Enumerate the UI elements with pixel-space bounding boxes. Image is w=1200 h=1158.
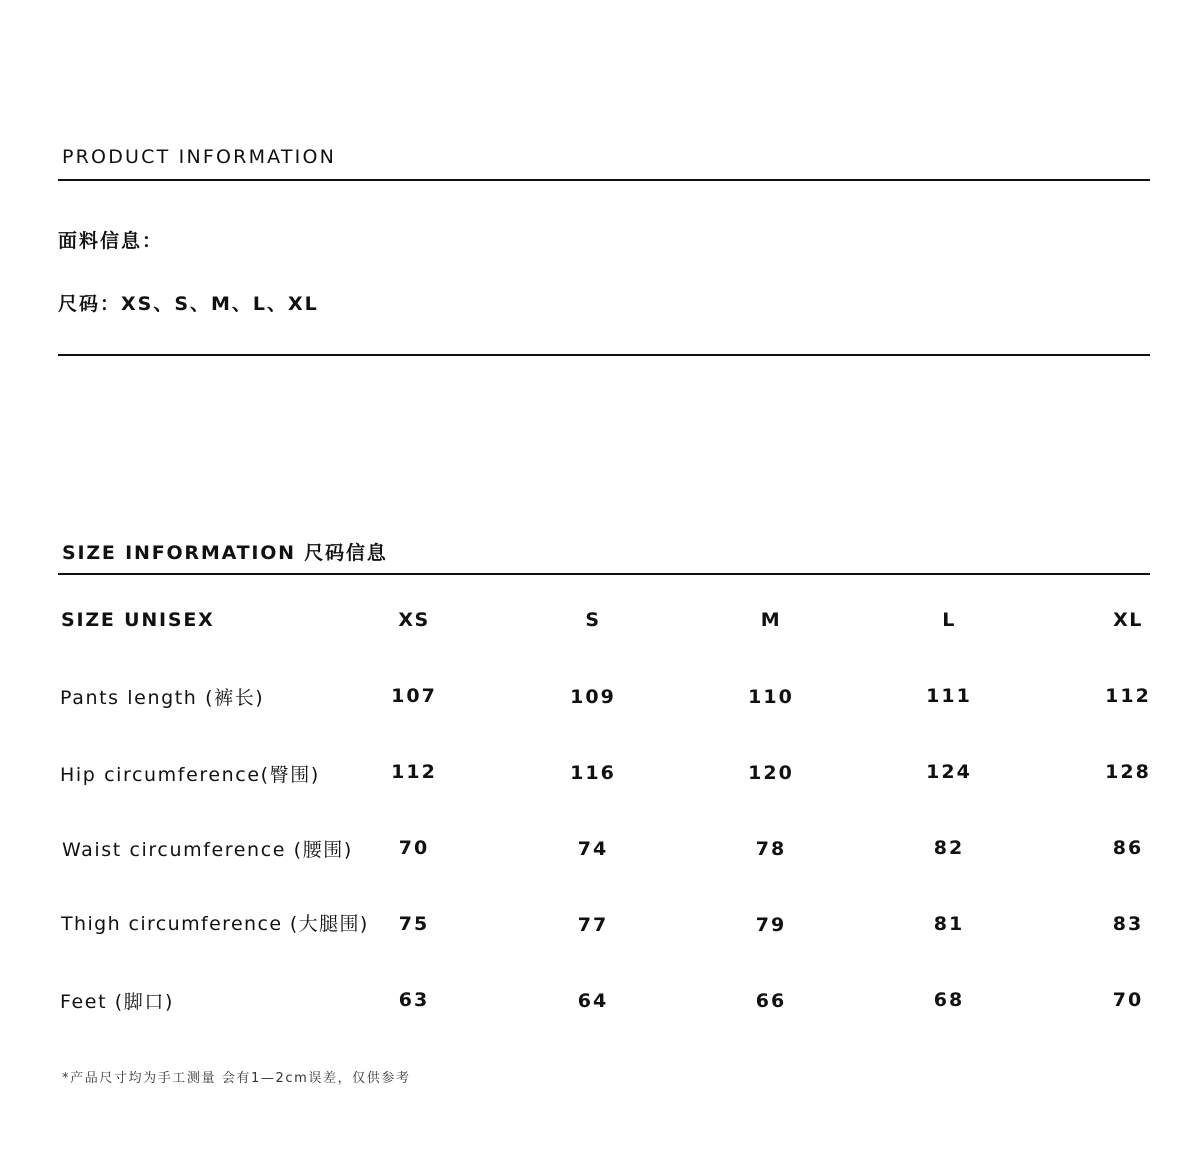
cell-value: 111 xyxy=(926,685,972,707)
column-header-s: S xyxy=(585,609,601,631)
size-info-title: SIZE INFORMATION 尺码信息 xyxy=(62,542,388,564)
cell-value: 78 xyxy=(755,838,787,860)
product-info-top-divider xyxy=(58,179,1150,181)
row-label-pants-length: Pants length (裤长) xyxy=(60,687,265,709)
cell-value: 107 xyxy=(391,685,437,707)
measurement-footnote: *产品尺寸均为手工测量 会有1—2cm误差，仅供参考 xyxy=(62,1071,411,1086)
size-info-divider xyxy=(58,573,1150,575)
cell-value: 66 xyxy=(755,990,787,1012)
row-label-thigh-circumference: Thigh circumference (大腿围) xyxy=(61,913,369,935)
column-header-xs: XS xyxy=(398,609,430,631)
cell-value: 70 xyxy=(398,837,430,859)
size-unisex-header: SIZE UNISEX xyxy=(61,609,215,631)
cell-value: 70 xyxy=(1112,989,1144,1011)
row-label-waist-circumference: Waist circumference (腰围) xyxy=(62,839,353,861)
column-header-xl: XL xyxy=(1113,609,1143,631)
cell-value: 116 xyxy=(570,762,616,784)
product-info-bottom-divider xyxy=(58,354,1150,356)
cell-value: 86 xyxy=(1112,837,1144,859)
cell-value: 63 xyxy=(398,989,430,1011)
cell-value: 112 xyxy=(391,761,437,783)
cell-value: 75 xyxy=(398,913,430,935)
product-info-title: PRODUCT INFORMATION xyxy=(62,146,337,168)
row-label-feet: Feet (脚口) xyxy=(60,991,174,1013)
cell-value: 120 xyxy=(748,762,794,784)
cell-value: 124 xyxy=(926,761,972,783)
cell-value: 79 xyxy=(755,914,787,936)
cell-value: 112 xyxy=(1105,685,1151,707)
cell-value: 64 xyxy=(577,990,609,1012)
cell-value: 77 xyxy=(577,914,609,936)
cell-value: 110 xyxy=(748,686,794,708)
fabric-info-label: 面料信息： xyxy=(58,230,164,252)
row-label-hip-circumference: Hip circumference(臀围) xyxy=(60,764,320,786)
cell-value: 82 xyxy=(933,837,965,859)
cell-value: 128 xyxy=(1105,761,1151,783)
column-header-m: M xyxy=(760,609,782,631)
cell-value: 74 xyxy=(577,838,609,860)
column-header-l: L xyxy=(942,609,956,631)
cell-value: 81 xyxy=(933,913,965,935)
sizes-available-line: 尺码：XS、S、M、L、XL xyxy=(58,293,319,315)
cell-value: 109 xyxy=(570,686,616,708)
cell-value: 83 xyxy=(1112,913,1144,935)
cell-value: 68 xyxy=(933,989,965,1011)
